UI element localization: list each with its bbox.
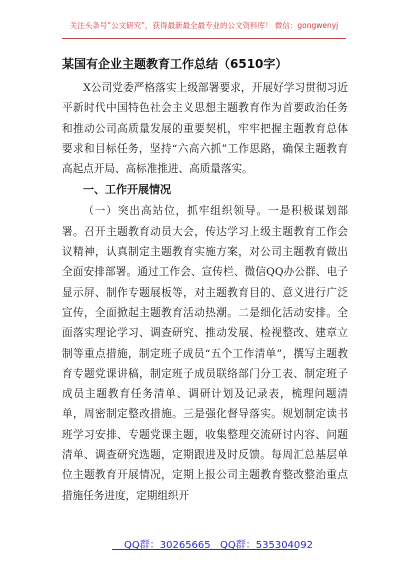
- header-banner: 关注头条号“公文研究”，获得最新最全最专业的公文资料库！ 微信：gongwenyj: [69, 21, 339, 30]
- section-heading: 一、工作开展情况: [83, 183, 171, 197]
- document-body: [62, 78, 348, 506]
- qq-group-2[interactable]: QQ群：535304092: [220, 540, 314, 551]
- intro-paragraph: X公司党委严格落实上级部署要求，开展好学习贯彻习近平新时代中国特色社会主义思想主题教育作为首要政治任务和推动公司高质量发展的重要契机，牢牢把握主题教育总体要求和目标任务，坚持“六高六抓”工作思路，确保主题教育高起点开局、高标准推进、高质量落实。: [62, 82, 348, 176]
- qq-group-1[interactable]: QQ群：30265665: [124, 540, 211, 551]
- document-title: 某国有企业主题教育工作总结（6510字）: [62, 57, 288, 71]
- header-divider: [62, 38, 346, 39]
- footer-underline: [112, 549, 298, 550]
- section-paragraph: （一）突出高站位，抓牢组织领导。一是积极谋划部署。召开主题教育动员大会，传达学习上级主题教育工作会议精神，认真制定主题教育实施方案，对公司主题教育做出全面安排部署。通过工作会、宣传栏、微信QQ办公群、电子显示屏、制作专题展板等，对主题教育目的、意义进行广泛宣传，全面掀起主题教育活动热潮。二是细化活动安排。全面落实理论学习、调查研究、推动发展、检视整改、建章立制等重点措施，制定班子成员“五个工作清单”，撰写主题教育专题党课讲稿，制定班子成员联络部门分工表、制定班子成员主题教育任务清单、调研计划及记录表，梳理问题清单，周密制定整改措施。三是强化督导落实。规划制定读书班学习安排、专题党课主题，收集整理交流研讨内容、问题清单、调查研究选题，定期跟进及时反馈。每周汇总基层单位主题教育开展情况，定期上报公司主题教育整改整治重点措施任务进度，定期组织开: [62, 205, 348, 502]
